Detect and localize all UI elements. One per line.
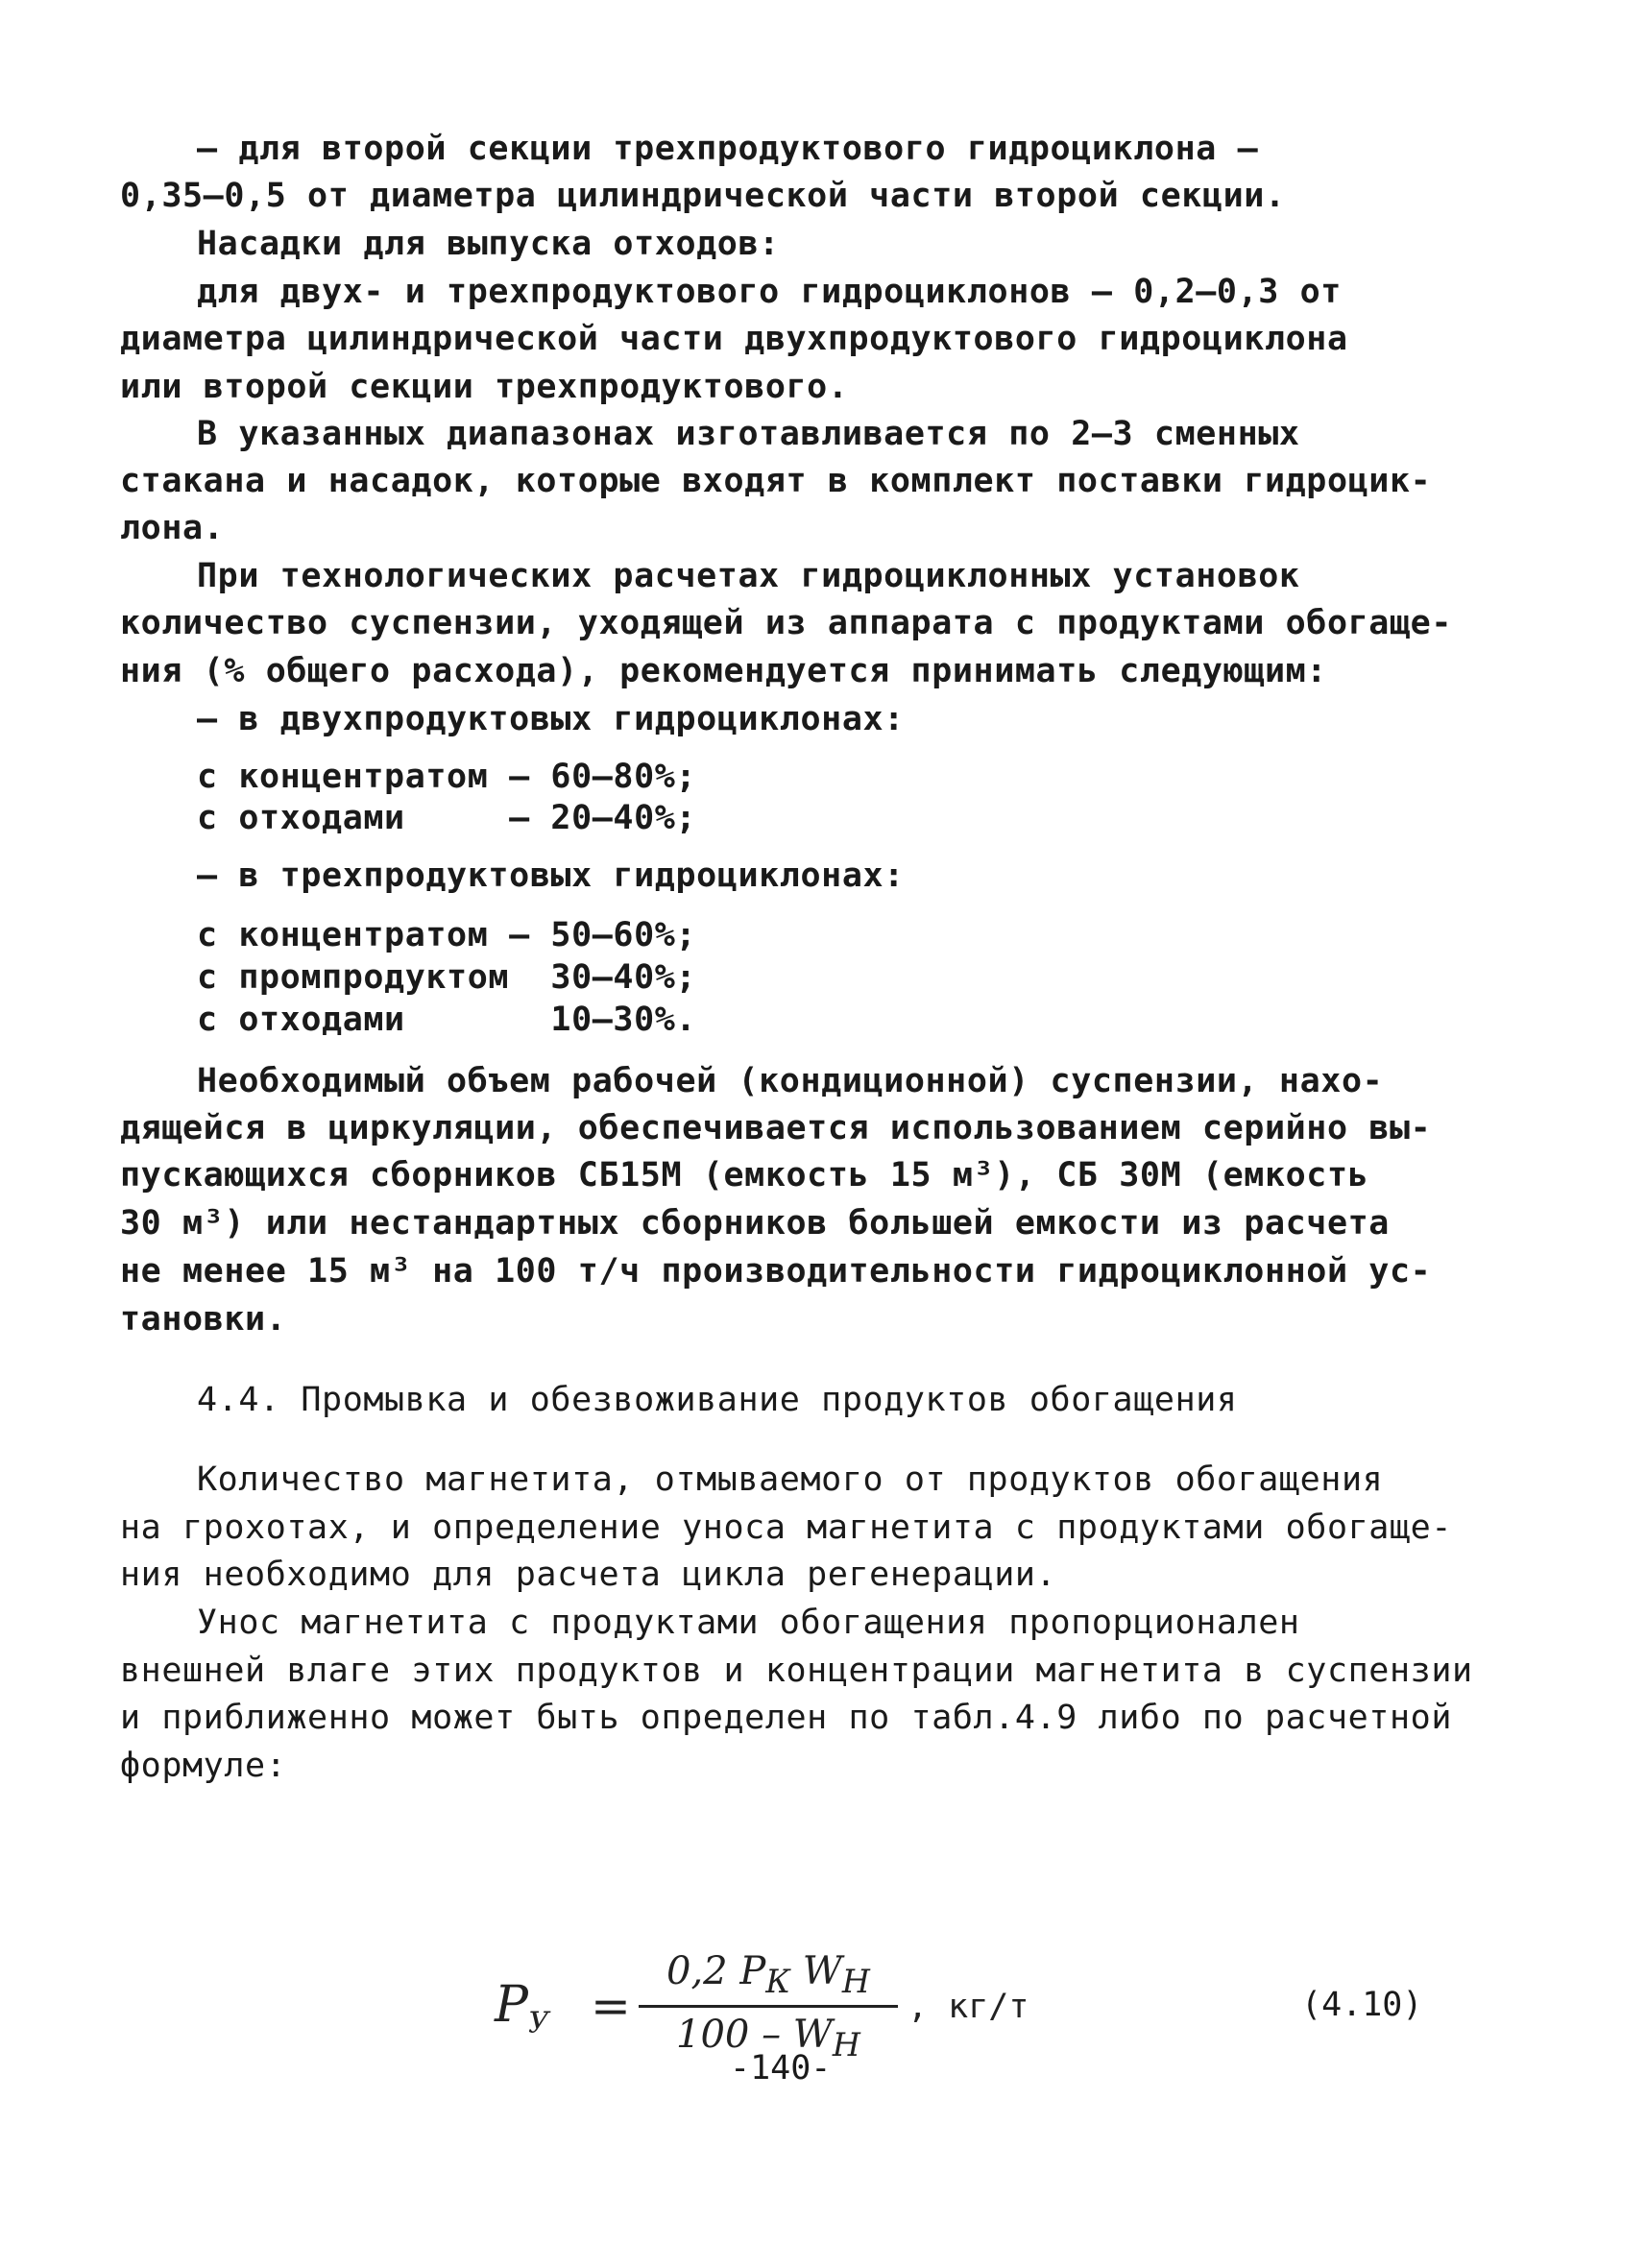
text-line-2: 0,35–0,5 от диаметра цилиндрической части второй секции. <box>120 177 1286 215</box>
text-line-20: Необходимый объем рабочей (кондиционной) суспензии, нахо- <box>197 1062 1384 1100</box>
text-line-17: с концентратом – 50–60%; <box>197 916 697 954</box>
text-line-6: или второй секции трехпродуктового. <box>120 368 849 406</box>
text-line-15: с отходами – 20–40%; <box>197 799 697 837</box>
text-line-11: количество суспензии, уходящей из аппарата с продуктами обогаще- <box>120 604 1452 642</box>
text-line-9: лона. <box>120 509 225 547</box>
formula-numerator: 0,2 $P_К$ $W_Н$ <box>666 1949 870 2000</box>
text-line-29: ния необходимо для расчета цикла регенерации. <box>120 1556 1057 1594</box>
text-line-23: 30 м³) или нестандартных сборников большей емкости из расчета <box>120 1204 1390 1243</box>
text-line-16: – в трехпродуктовых гидроциклонах: <box>197 857 905 895</box>
text-line-22: пускающихся сборников СБ15М (емкость 15 м³), СБ 30М (емкость <box>120 1156 1369 1194</box>
formula-denominator: $100 - W_Н$ <box>676 2013 860 2063</box>
formula-lhs: $P_У$ <box>495 1976 549 2040</box>
text-line-4: для двух- и трехпродуктового гидроциклонов – 0,2–0,3 от <box>197 273 1342 311</box>
text-line-12: ния (% общего расхода), рекомендуется принимать следующим: <box>120 652 1327 690</box>
page-number: -140- <box>730 2049 832 2087</box>
formula-unit: , кг/т <box>908 1988 1029 2026</box>
text-line-8: стакана и насадок, которые входят в комплект поставки гидроцик- <box>120 462 1432 500</box>
text-line-30: Унос магнетита с продуктами обогащения пропорционален <box>197 1604 1300 1642</box>
text-line-25: тановки. <box>120 1300 287 1339</box>
text-line-18: с промпродуктом 30–40%; <box>197 958 697 997</box>
fraction-bar <box>639 2005 898 2008</box>
text-line-3: Насадки для выпуска отходов: <box>197 225 780 263</box>
formula-equals: = <box>591 1978 631 2034</box>
text-line-21: дящейся в циркуляции, обеспечивается использованием серийно вы- <box>120 1109 1432 1147</box>
equation-number: (4.10) <box>1301 1986 1423 2024</box>
text-line-32: и приближенно может быть определен по табл.4.9 либо по расчетной <box>120 1699 1452 1737</box>
section-heading: 4.4. Промывка и обезвоживание продуктов обогащения <box>197 1381 1238 1419</box>
text-line-31: внешней влаге этих продуктов и концентрации магнетита в суспензии <box>120 1652 1473 1690</box>
text-line-10: При технологических расчетах гидроциклонных установок <box>197 557 1300 595</box>
text-line-13: – в двухпродуктовых гидроциклонах: <box>197 700 905 738</box>
text-line-1: – для второй секции трехпродуктового гидроциклона – <box>197 130 1259 168</box>
text-line-27: Количество магнетита, отмываемого от продуктов обогащения <box>197 1460 1384 1499</box>
text-line-19: с отходами 10–30%. <box>197 1001 697 1039</box>
text-line-5: диаметра цилиндрической части двухпродуктового гидроциклона <box>120 320 1348 358</box>
text-line-28: на грохотах, и определение уноса магнетита с продуктами обогаще- <box>120 1508 1452 1547</box>
text-line-33: формуле: <box>120 1747 287 1785</box>
text-line-14: с концентратом – 60–80%; <box>197 758 697 796</box>
text-line-24: не менее 15 м³ на 100 т/ч производительности гидроциклонной ус- <box>120 1252 1432 1291</box>
text-line-7: В указанных диапазонах изготавливается по 2–3 сменных <box>197 415 1300 453</box>
